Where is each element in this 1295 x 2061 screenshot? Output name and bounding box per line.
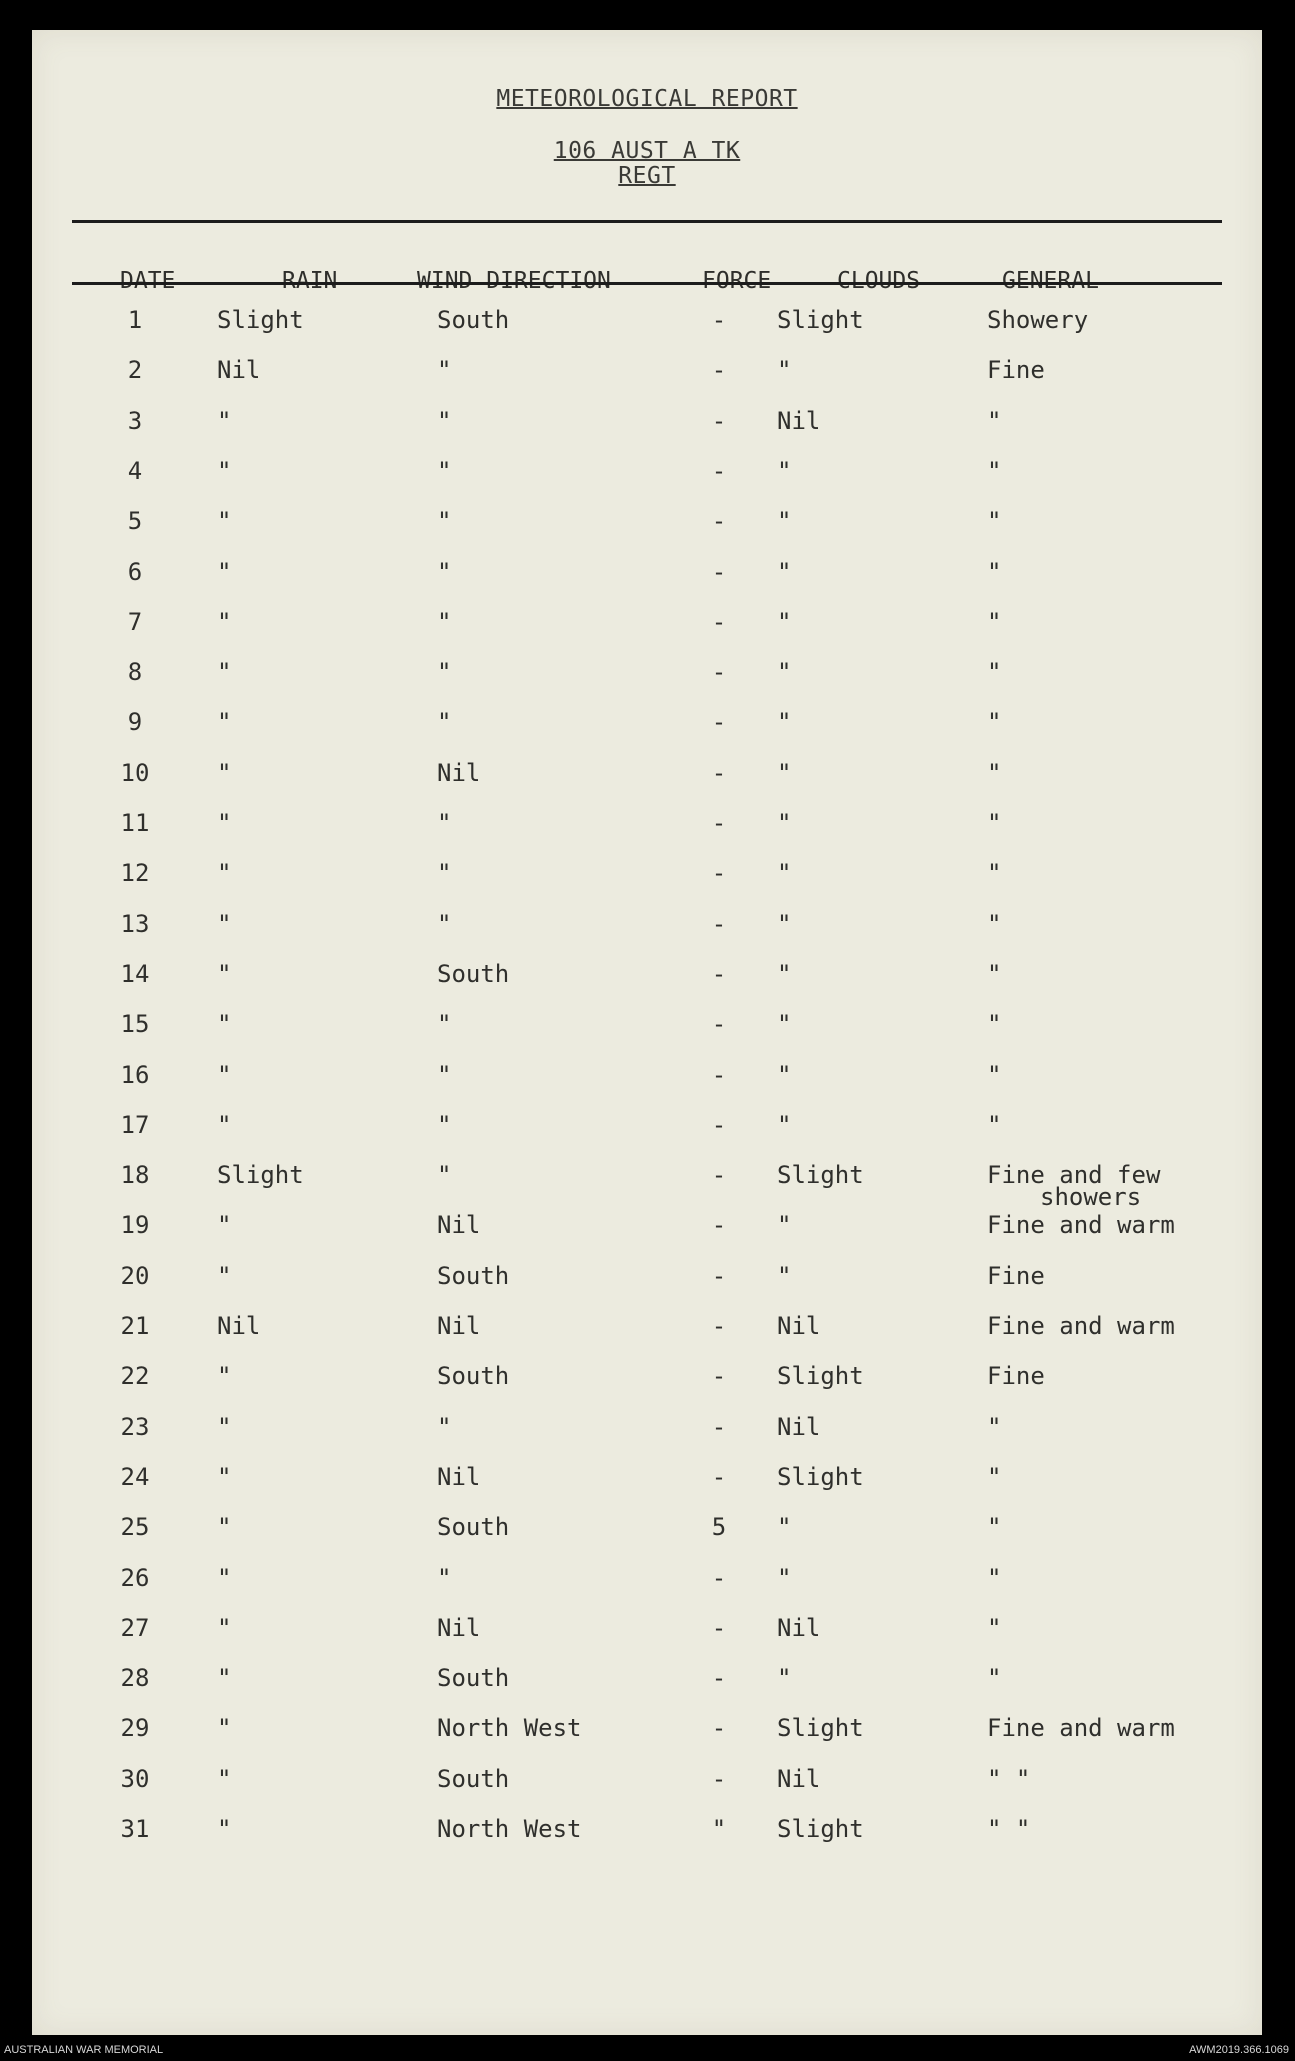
wind-direction-cell: South (437, 306, 510, 334)
general-cell: " (987, 406, 1002, 435)
force-cell: - (711, 1362, 727, 1391)
wind-direction-cell: Nil (437, 758, 481, 787)
force-cell: - (711, 708, 727, 737)
table-row (32, 909, 1262, 949)
rain-cell: " (217, 1261, 232, 1290)
general-cell: Fine (987, 356, 1045, 385)
rain-cell: " (217, 909, 232, 938)
date-cell: 1 (127, 306, 143, 334)
date-cell: 14 (120, 959, 150, 988)
general-cell: " (987, 658, 1002, 687)
top-rule (72, 220, 1222, 223)
date-cell: 22 (120, 1362, 150, 1391)
table-row (32, 1311, 1262, 1351)
wind-direction-cell: Nil (437, 1211, 481, 1240)
table-row (32, 1462, 1262, 1502)
force-cell: - (711, 1161, 727, 1190)
date-cell: 31 (120, 1815, 150, 1843)
rain-cell: " (217, 1060, 232, 1089)
force-cell: - (711, 306, 727, 334)
clouds-cell: " (777, 658, 792, 687)
rain-cell: " (217, 1110, 232, 1139)
wind-direction-cell: " (437, 1161, 452, 1190)
wind-direction-cell: " (437, 658, 452, 687)
rain-cell: " (217, 1010, 232, 1039)
general-cell-continuation: showers (1040, 1183, 1142, 1212)
date-cell: 10 (120, 758, 150, 787)
date-cell: 29 (120, 1714, 150, 1743)
force-cell: - (711, 1664, 727, 1693)
clouds-cell: " (777, 758, 792, 787)
clouds-cell: " (777, 1664, 792, 1693)
date-cell: 8 (127, 658, 143, 687)
date-cell: 20 (120, 1261, 150, 1290)
table-row (32, 406, 1262, 446)
date-cell: 7 (127, 607, 143, 636)
rain-cell: Nil (217, 356, 261, 385)
wind-direction-cell: " (437, 456, 452, 485)
clouds-cell: " (777, 708, 792, 737)
rain-cell: " (217, 959, 232, 988)
header-rule (72, 282, 1222, 285)
wind-direction-cell: " (437, 1010, 452, 1039)
general-cell: " (987, 1110, 1002, 1139)
date-cell: 4 (127, 456, 143, 485)
general-cell: " (987, 456, 1002, 485)
table-row (32, 808, 1262, 848)
date-cell: 27 (120, 1613, 150, 1642)
rain-cell: " (217, 1362, 232, 1391)
force-cell: " (711, 1815, 727, 1843)
rain-cell: Slight (217, 1161, 304, 1190)
clouds-cell: " (777, 356, 792, 385)
general-cell: Fine and warm (987, 1714, 1175, 1743)
date-cell: 19 (120, 1211, 150, 1240)
clouds-cell: " (777, 456, 792, 485)
footer-archive-label: AUSTRALIAN WAR MEMORIAL (4, 2044, 164, 2056)
wind-direction-cell: Nil (437, 1312, 481, 1340)
force-cell: - (711, 1714, 727, 1743)
date-cell: 17 (120, 1110, 150, 1139)
clouds-cell: " (777, 1110, 792, 1139)
table-row (32, 607, 1262, 647)
table-row (32, 1563, 1262, 1603)
table-row (32, 1764, 1262, 1804)
table-row (32, 1713, 1262, 1753)
table-row (32, 1663, 1262, 1703)
rain-cell: " (217, 859, 232, 888)
table-row (32, 1210, 1262, 1250)
wind-direction-cell: " (437, 607, 452, 636)
wind-direction-cell: South (437, 1362, 510, 1391)
clouds-cell: Slight (777, 1714, 864, 1743)
wind-direction-cell: Nil (437, 1462, 481, 1491)
clouds-cell: " (777, 1563, 792, 1592)
date-cell: 26 (120, 1563, 150, 1592)
date-cell: 9 (127, 708, 143, 737)
table-row (32, 1009, 1262, 1049)
column-header-force: FORCE (702, 268, 772, 294)
clouds-cell: Slight (777, 1362, 864, 1391)
rain-cell: " (217, 557, 232, 586)
wind-direction-cell: " (437, 859, 452, 888)
force-cell: - (711, 1412, 727, 1441)
table-row (32, 557, 1262, 597)
wind-direction-cell: South (437, 959, 510, 988)
clouds-cell: " (777, 1211, 792, 1240)
table-row (32, 858, 1262, 898)
force-cell: - (711, 1462, 727, 1491)
general-cell: " (987, 959, 1002, 988)
wind-direction-cell: " (437, 909, 452, 938)
date-cell: 2 (127, 356, 143, 385)
force-cell: - (711, 758, 727, 787)
wind-direction-cell: South (437, 1513, 510, 1542)
unit-line-1: 106 AUST A TK (553, 138, 741, 164)
table-row (32, 305, 1262, 345)
clouds-cell: " (777, 607, 792, 636)
column-header-wind-direction: WIND DIRECTION (417, 268, 611, 294)
wind-direction-cell: " (437, 1110, 452, 1139)
general-cell: " (987, 758, 1002, 787)
general-cell: " (987, 507, 1002, 536)
rain-cell: " (217, 1563, 232, 1592)
rain-cell: " (217, 1613, 232, 1642)
table-row (32, 1512, 1262, 1552)
general-cell: Fine and warm (987, 1211, 1175, 1240)
rain-cell: " (217, 607, 232, 636)
date-cell: 6 (127, 557, 143, 586)
force-cell: - (711, 658, 727, 687)
rain-cell: " (217, 758, 232, 787)
general-cell: " (987, 909, 1002, 938)
rain-cell: " (217, 1664, 232, 1693)
force-cell: - (711, 1060, 727, 1089)
general-cell: " (987, 1060, 1002, 1089)
force-cell: - (711, 356, 727, 385)
rain-cell: " (217, 809, 232, 837)
date-cell: 12 (120, 859, 150, 888)
general-cell: Fine and few (987, 1161, 1161, 1190)
wind-direction-cell: " (437, 1060, 452, 1089)
date-cell: 30 (120, 1764, 150, 1793)
footer-accession-number: AWM2019.366.1069 (1189, 2044, 1289, 2056)
force-cell: - (711, 959, 727, 988)
wind-direction-cell: South (437, 1261, 510, 1290)
clouds-cell: " (777, 1513, 792, 1542)
wind-direction-cell: " (437, 708, 452, 737)
general-cell: Showery (987, 306, 1089, 334)
general-cell: " (987, 557, 1002, 586)
clouds-cell: Nil (777, 1764, 821, 1793)
wind-direction-cell: " (437, 507, 452, 536)
unit-line-2: REGT (618, 163, 676, 189)
date-cell: 11 (120, 809, 150, 837)
general-cell: " (987, 1462, 1002, 1491)
clouds-cell: " (777, 1261, 792, 1290)
date-cell: 25 (120, 1513, 150, 1542)
force-cell: - (711, 607, 727, 636)
table-row (32, 1814, 1262, 1854)
clouds-cell: " (777, 557, 792, 586)
date-cell: 28 (120, 1664, 150, 1693)
clouds-cell: " (777, 959, 792, 988)
force-cell: - (711, 1563, 727, 1592)
table-row (32, 1060, 1262, 1100)
table-row (32, 1261, 1262, 1301)
clouds-cell: Nil (777, 1312, 821, 1340)
clouds-cell: Slight (777, 1815, 864, 1843)
table-row (32, 355, 1262, 395)
general-cell: " (987, 859, 1002, 888)
rain-cell: " (217, 658, 232, 687)
wind-direction-cell: " (437, 1412, 452, 1441)
wind-direction-cell: " (437, 406, 452, 435)
clouds-cell: " (777, 1060, 792, 1089)
clouds-cell: Nil (777, 1412, 821, 1441)
wind-direction-cell: South (437, 1764, 510, 1793)
table-row (32, 1412, 1262, 1452)
clouds-cell: Slight (777, 306, 864, 334)
rain-cell: " (217, 1714, 232, 1743)
force-cell: - (711, 1764, 727, 1793)
column-header-general: GENERAL (1002, 268, 1099, 294)
general-cell: " (987, 1664, 1002, 1693)
force-cell: 5 (711, 1513, 727, 1542)
table-row (32, 1361, 1262, 1401)
rain-cell: " (217, 1211, 232, 1240)
column-header-clouds: CLOUDS (837, 268, 921, 294)
force-cell: - (711, 1261, 727, 1290)
general-cell: " (987, 1010, 1002, 1039)
wind-direction-cell: North West (437, 1714, 582, 1743)
rain-cell: " (217, 507, 232, 536)
general-cell: " (987, 1412, 1002, 1441)
table-row (32, 1110, 1262, 1150)
force-cell: - (711, 1010, 727, 1039)
date-cell: 15 (120, 1010, 150, 1039)
wind-direction-cell: South (437, 1664, 510, 1693)
rain-cell: " (217, 1462, 232, 1491)
general-cell: " (987, 708, 1002, 737)
rain-cell: " (217, 1815, 232, 1843)
date-cell: 23 (120, 1412, 150, 1441)
date-cell: 18 (120, 1161, 150, 1190)
clouds-cell: " (777, 1010, 792, 1039)
force-cell: - (711, 859, 727, 888)
clouds-cell: Slight (777, 1161, 864, 1190)
clouds-cell: Nil (777, 1613, 821, 1642)
document-page (32, 30, 1262, 2035)
general-cell: " (987, 1613, 1002, 1642)
general-cell: Fine (987, 1261, 1045, 1290)
force-cell: - (711, 1312, 727, 1340)
wind-direction-cell: North West (437, 1815, 582, 1843)
date-cell: 21 (120, 1312, 150, 1340)
column-header-date: DATE (120, 268, 176, 294)
column-header-rain: RAIN (282, 268, 338, 294)
table-row (32, 758, 1262, 798)
wind-direction-cell: " (437, 356, 452, 385)
date-cell: 13 (120, 909, 150, 938)
rain-cell: " (217, 456, 232, 485)
general-cell: " (987, 1563, 1002, 1592)
clouds-cell: " (777, 859, 792, 888)
table-row (32, 657, 1262, 697)
date-cell: 24 (120, 1462, 150, 1491)
force-cell: - (711, 1613, 727, 1642)
rain-cell: " (217, 708, 232, 737)
general-cell: " " (987, 1764, 1031, 1793)
rain-cell: " (217, 406, 232, 435)
rain-cell: " (217, 1513, 232, 1542)
general-cell: " (987, 607, 1002, 636)
clouds-cell: " (777, 507, 792, 536)
wind-direction-cell: " (437, 1563, 452, 1592)
clouds-cell: Nil (777, 406, 821, 435)
date-cell: 5 (127, 507, 143, 536)
general-cell: " " (987, 1815, 1031, 1843)
general-cell: " (987, 1513, 1002, 1542)
wind-direction-cell: " (437, 809, 452, 837)
table-row (32, 1613, 1262, 1653)
force-cell: - (711, 456, 727, 485)
force-cell: - (711, 406, 727, 435)
date-cell: 16 (120, 1060, 150, 1089)
clouds-cell: " (777, 809, 792, 837)
clouds-cell: Slight (777, 1462, 864, 1491)
table-row (32, 959, 1262, 999)
report-title: METEOROLOGICAL REPORT (496, 86, 798, 112)
rain-cell: Nil (217, 1312, 261, 1340)
rain-cell: Slight (217, 306, 304, 334)
clouds-cell: " (777, 909, 792, 938)
force-cell: - (711, 1110, 727, 1139)
force-cell: - (711, 809, 727, 837)
force-cell: - (711, 909, 727, 938)
table-row (32, 456, 1262, 496)
general-cell: " (987, 809, 1002, 837)
wind-direction-cell: " (437, 557, 452, 586)
general-cell: Fine (987, 1362, 1045, 1391)
rain-cell: " (217, 1764, 232, 1793)
force-cell: - (711, 507, 727, 536)
date-cell: 3 (127, 406, 143, 435)
table-row (32, 707, 1262, 747)
wind-direction-cell: Nil (437, 1613, 481, 1642)
table-row (32, 1160, 1262, 1212)
force-cell: - (711, 1211, 727, 1240)
general-cell: Fine and warm (987, 1312, 1175, 1340)
rain-cell: " (217, 1412, 232, 1441)
table-row (32, 506, 1262, 546)
force-cell: - (711, 557, 727, 586)
